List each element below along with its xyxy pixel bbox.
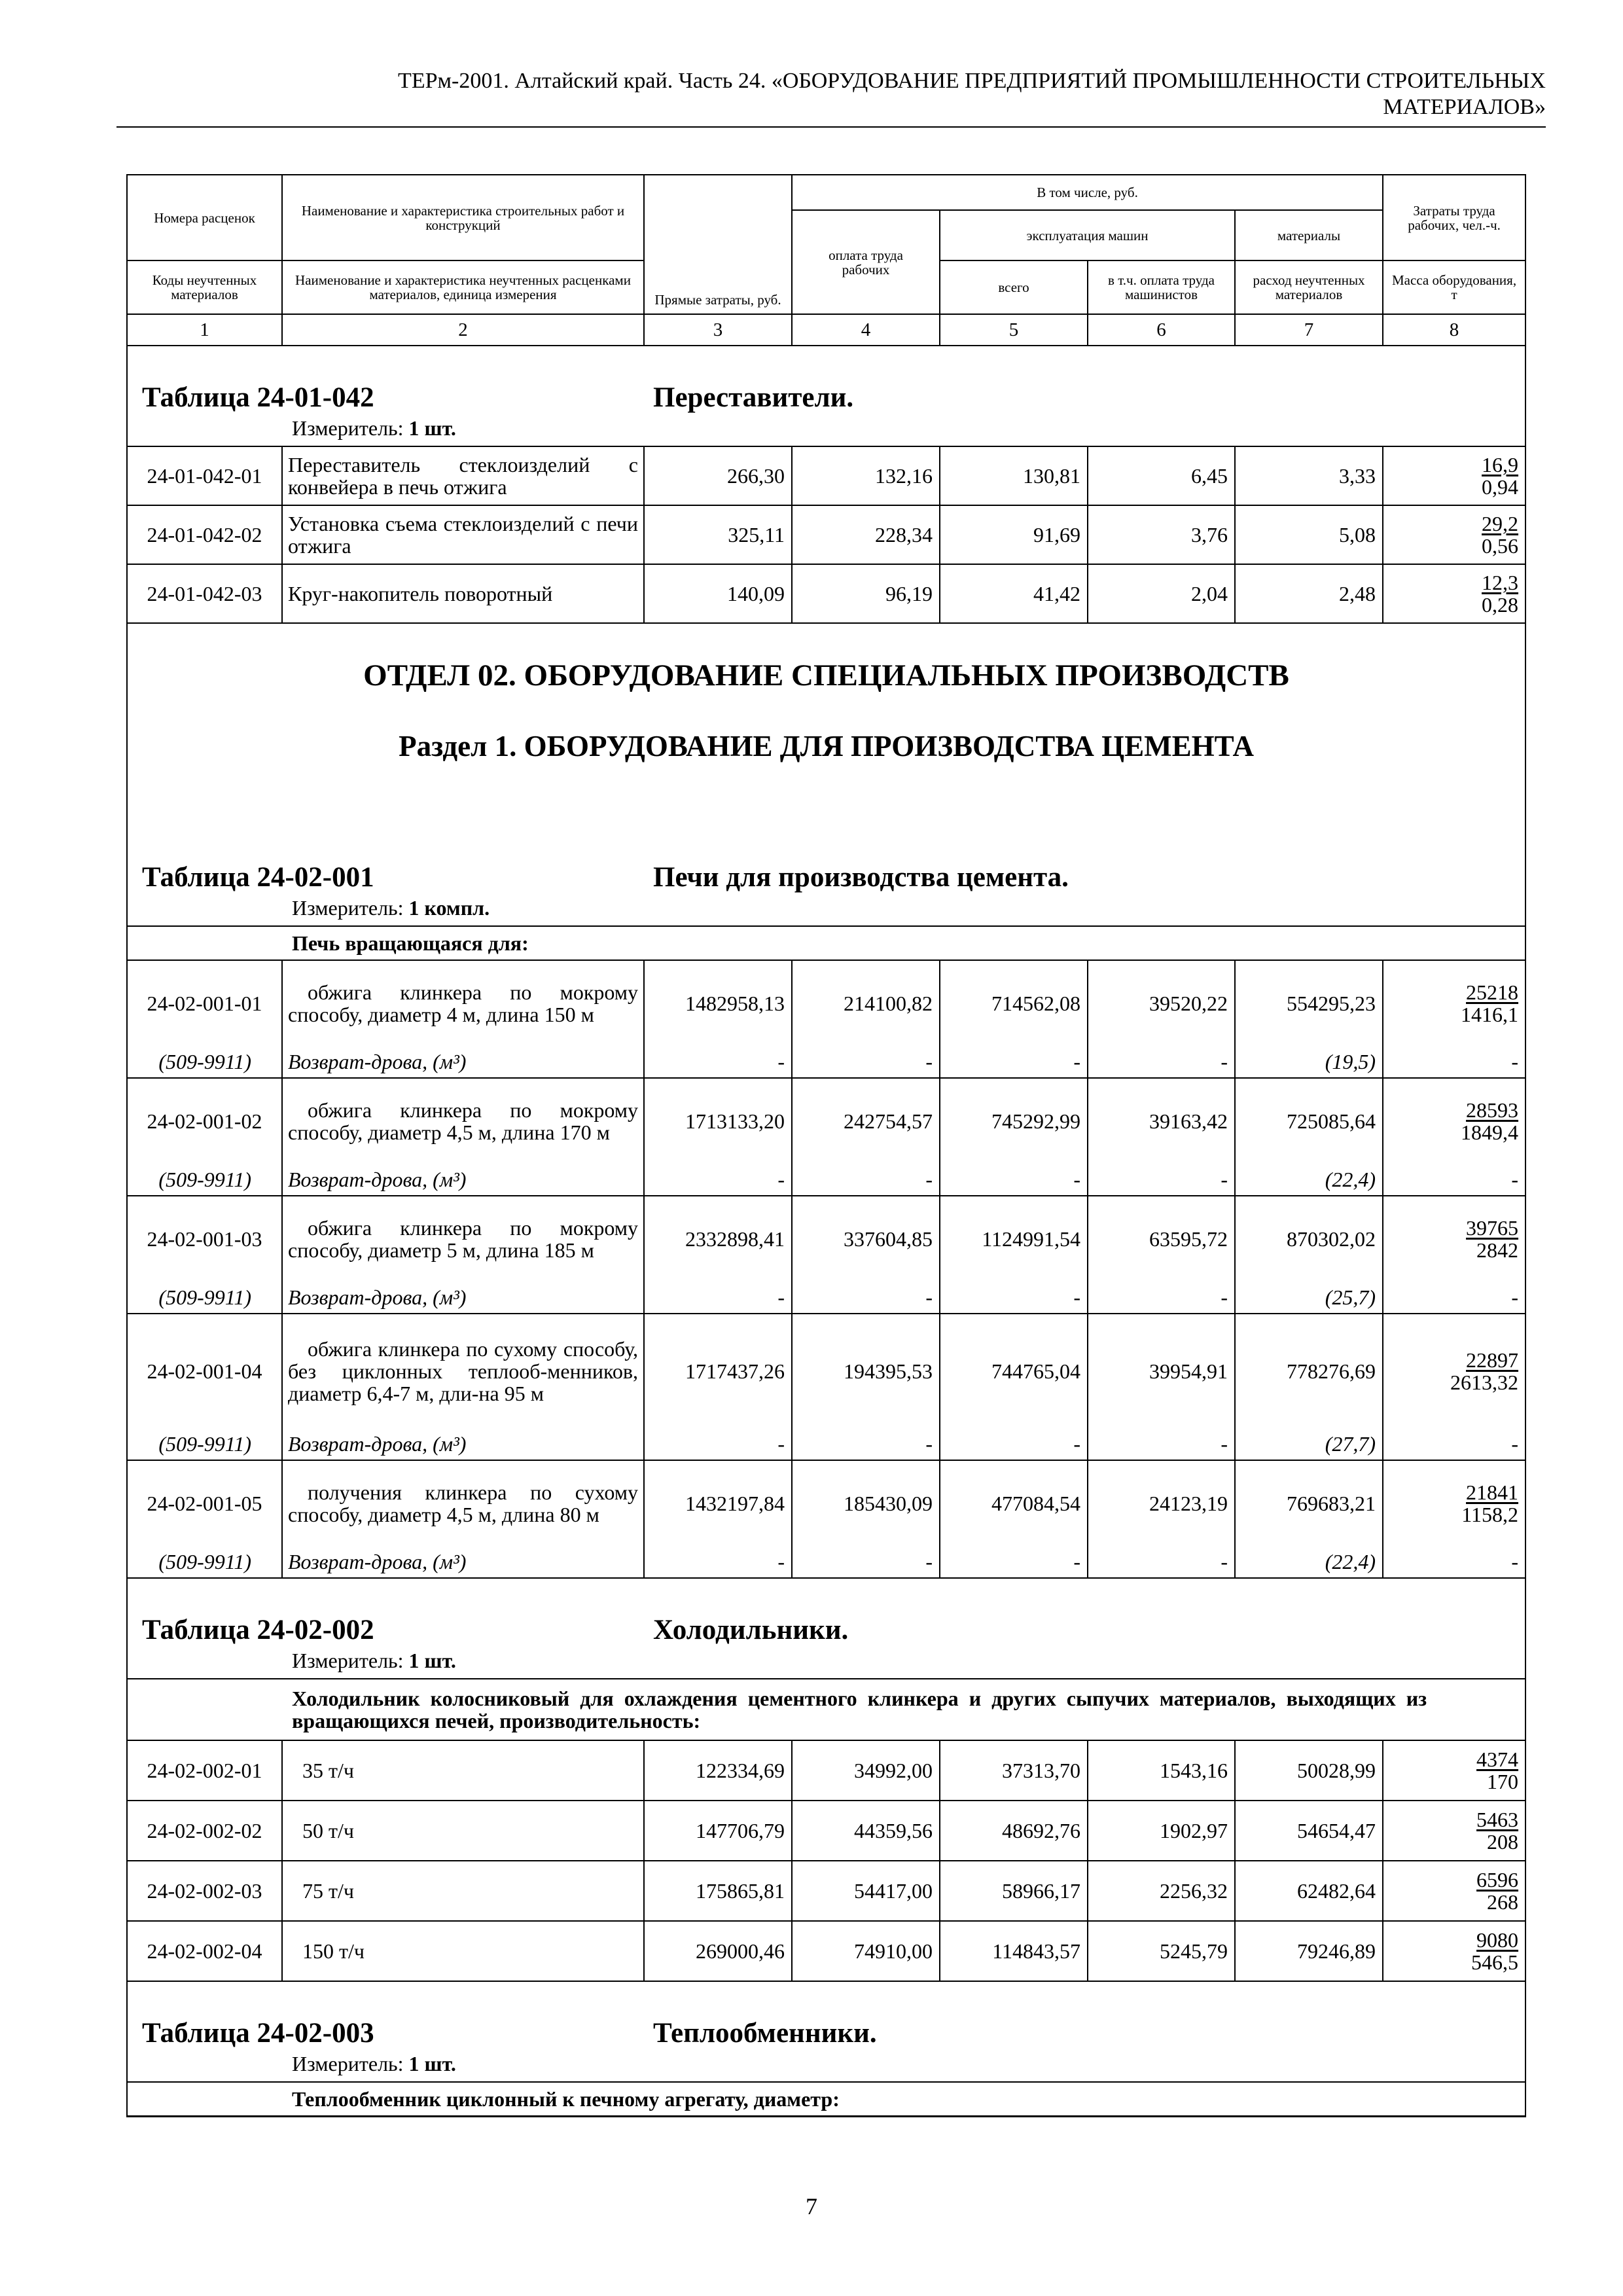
materials-cost: 3,33 [1235,446,1383,505]
fraction [1476,1808,1518,1853]
fraction [1461,981,1518,1026]
machine-cost: 744765,04 [940,1314,1088,1427]
direct-cost: 140,09 [644,564,792,623]
header-line-1: ТЕРм-2001. Алтайский край. Часть 24. «ОБОРУДОВАНИЕ ПРЕДПРИЯТИЙ ПРОМЫШЛЕННОСТИ СТРОИТЕЛЬНЫХ [398,69,1546,93]
col-header-unaccounted-materials: расход неучтенных материалов [1235,260,1383,314]
rate-name: 75 т/ч [282,1861,644,1921]
table-code: Таблица 24-02-002 [142,1615,374,1645]
group-title: Печь вращающаяся для: [127,926,1525,960]
equipment-mass: 2613,32 [1450,1370,1519,1394]
machine-cost: 41,42 [940,564,1088,623]
table-title [128,376,1525,417]
machinist-pay: 24123,19 [1088,1460,1235,1545]
material-code: (509-9911) [127,1045,282,1078]
direct-cost: 269000,46 [644,1921,792,1981]
labor-mass-cell [1383,960,1525,1045]
labor-mass-cell [1383,1078,1525,1163]
fraction [1482,454,1518,498]
rate-code: 24-01-042-02 [127,505,282,564]
material-name: Возврат-дрова, (м³) [282,1427,644,1460]
labor-pay: 185430,09 [792,1460,940,1545]
machinist-pay: 39163,42 [1088,1078,1235,1163]
table-title-row [127,836,1525,926]
dash: - [940,1281,1088,1314]
material-quantity: (19,5) [1235,1045,1383,1078]
unit-value: 1 компл. [408,896,490,920]
fraction [1461,1099,1518,1143]
labor-mass-cell [1383,1921,1525,1981]
col-header-machines: эксплуатация машин [940,210,1235,260]
labor-hours: 4374 [1476,1748,1519,1771]
col-header-incl: В том числе, руб. [792,175,1383,210]
fraction [1482,571,1518,616]
materials-cost: 5,08 [1235,505,1383,564]
unit-value: 1 шт. [408,1649,456,1672]
dash: - [644,1281,792,1314]
direct-cost: 266,30 [644,446,792,505]
labor-pay: 54417,00 [792,1861,940,1921]
return-material-row [127,1427,1525,1460]
direct-cost: 1717437,26 [644,1314,792,1427]
material-quantity: (27,7) [1235,1427,1383,1460]
labor-mass-cell [1383,1801,1525,1861]
labor-hours: 9080 [1476,1928,1519,1952]
fraction [1476,1748,1518,1793]
unit-label: Измеритель: [292,1649,404,1672]
table-name: Теплообменники. [653,2018,877,2049]
equipment-mass: 0,56 [1482,534,1519,558]
material-quantity: (22,4) [1235,1163,1383,1196]
col-header-labor-pay: оплата труда рабочих [792,210,940,314]
dash: - [1383,1545,1525,1578]
group-row [127,1679,1525,1740]
labor-pay: 34992,00 [792,1740,940,1801]
labor-hours: 5463 [1476,1808,1519,1831]
fraction [1482,512,1518,557]
dash: - [1088,1281,1235,1314]
table-name: Печи для производства цемента. [653,862,1069,893]
table-row [127,1740,1525,1801]
col-number: 3 [644,314,792,346]
table-title [128,856,1525,897]
col-number: 5 [940,314,1088,346]
col-number: 1 [127,314,282,346]
rate-name: 35 т/ч [282,1740,644,1801]
materials-cost: 554295,23 [1235,960,1383,1045]
table-row [127,1861,1525,1921]
fraction [1466,1217,1518,1261]
direct-cost: 1432197,84 [644,1460,792,1545]
return-material-row [127,1281,1525,1314]
group-title: Теплообменник циклонный к печному агрегату, диаметр: [127,2082,1525,2117]
rate-code: 24-02-002-01 [127,1740,282,1801]
unit-of-measure [128,897,1525,925]
labor-hours: 28593 [1466,1098,1519,1122]
equipment-mass: 2842 [1476,1238,1519,1262]
dash: - [1383,1281,1525,1314]
machine-cost: 477084,54 [940,1460,1088,1545]
dash: - [940,1163,1088,1196]
table-row [127,1921,1525,1981]
labor-hours: 25218 [1466,980,1519,1004]
section-row [127,727,1525,836]
rate-name: получения клинкера по сухому способу, диаметр 4,5 м, длина 80 м [282,1460,644,1545]
labor-pay: 242754,57 [792,1078,940,1163]
direct-cost: 147706,79 [644,1801,792,1861]
table-header [127,175,1525,346]
unit-of-measure [128,2053,1525,2081]
materials-cost: 54654,47 [1235,1801,1383,1861]
table-row [127,564,1525,623]
rate-code: 24-02-001-01 [127,960,282,1045]
table-name: Холодильники. [653,1615,849,1645]
materials-cost: 79246,89 [1235,1921,1383,1981]
rate-name: Переставитель стеклоизделий с конвейера в печь отжига [282,446,644,505]
rate-code: 24-02-001-04 [127,1314,282,1427]
table-code: Таблица 24-02-001 [142,862,374,893]
equipment-mass: 170 [1487,1770,1519,1793]
labor-mass-cell [1383,1861,1525,1921]
dash: - [792,1163,940,1196]
machinist-pay: 1902,97 [1088,1801,1235,1861]
equipment-mass: 546,5 [1471,1950,1519,1974]
labor-hours: 21841 [1466,1480,1519,1504]
dash: - [940,1045,1088,1078]
direct-cost: 2332898,41 [644,1196,792,1281]
rate-name: обжига клинкера по мокрому способу, диаметр 4,5 м, длина 170 м [282,1078,644,1163]
rate-code: 24-02-001-02 [127,1078,282,1163]
labor-mass-cell [1383,1740,1525,1801]
col-number-row [127,314,1525,346]
dash: - [1383,1045,1525,1078]
table-row [127,1078,1525,1163]
labor-hours: 12,3 [1482,571,1519,594]
rate-code: 24-02-001-05 [127,1460,282,1545]
col-header-machines-total: всего [940,260,1088,314]
machinist-pay: 2256,32 [1088,1861,1235,1921]
rate-name: Круг-накопитель поворотный [282,564,644,623]
dash: - [1088,1545,1235,1578]
equipment-mass: 208 [1487,1830,1519,1854]
labor-pay: 44359,56 [792,1801,940,1861]
return-material-row [127,1045,1525,1078]
unit-label: Измеритель: [292,2052,404,2075]
dash: - [940,1427,1088,1460]
labor-hours: 16,9 [1482,453,1519,476]
labor-hours: 22897 [1466,1348,1519,1372]
col-header-labor-cost: Затраты труда рабочих, чел.-ч. [1383,175,1525,260]
unit-value: 1 шт. [408,2052,456,2075]
table-row [127,1314,1525,1427]
rate-code: 24-02-002-04 [127,1921,282,1981]
table-row [127,1460,1525,1545]
material-quantity: (25,7) [1235,1281,1383,1314]
material-code: (509-9911) [127,1545,282,1578]
labor-hours: 29,2 [1482,512,1519,535]
table-name: Переставители. [653,382,854,413]
materials-cost: 2,48 [1235,564,1383,623]
equipment-mass: 1416,1 [1461,1002,1519,1026]
page-number: 7 [806,2193,817,2219]
col-header-name: Наименование и характеристика строительных работ и конструкций [282,175,644,260]
rate-code: 24-01-042-01 [127,446,282,505]
materials-cost: 62482,64 [1235,1861,1383,1921]
materials-cost: 778276,69 [1235,1314,1383,1427]
dash: - [792,1427,940,1460]
fraction [1476,1869,1518,1913]
dash: - [1383,1427,1525,1460]
table-row [127,1196,1525,1281]
dash: - [644,1545,792,1578]
header-rule [116,126,1546,128]
table-title-row [127,346,1525,446]
machine-cost: 1124991,54 [940,1196,1088,1281]
dash: - [644,1163,792,1196]
equipment-mass: 268 [1487,1890,1519,1914]
table-title-row [127,1578,1525,1679]
equipment-mass: 0,28 [1482,593,1519,617]
direct-cost: 1482958,13 [644,960,792,1045]
dash: - [792,1045,940,1078]
rate-code: 24-02-002-03 [127,1861,282,1921]
table-code: Таблица 24-01-042 [142,382,374,413]
machine-cost: 37313,70 [940,1740,1088,1801]
rate-code: 24-01-042-03 [127,564,282,623]
machinist-pay: 6,45 [1088,446,1235,505]
rate-name: обжига клинкера по мокрому способу, диаметр 5 м, длина 185 м [282,1196,644,1281]
labor-pay: 74910,00 [792,1921,940,1981]
machinist-pay: 3,76 [1088,505,1235,564]
machinist-pay: 39520,22 [1088,960,1235,1045]
materials-cost: 725085,64 [1235,1078,1383,1163]
machine-cost: 114843,57 [940,1921,1088,1981]
group-title: Холодильник колосниковый для охлаждения цементного клинкера и других сыпучих материалов, выходящих из вращающихся печей, производительность: [127,1679,1525,1740]
col-number: 6 [1088,314,1235,346]
equipment-mass: 1158,2 [1461,1502,1519,1526]
material-name: Возврат-дрова, (м³) [282,1545,644,1578]
machine-cost: 58966,17 [940,1861,1088,1921]
machine-cost: 714562,08 [940,960,1088,1045]
price-table [126,174,1526,2117]
table-row [127,960,1525,1045]
table-row [127,1801,1525,1861]
material-code: (509-9911) [127,1281,282,1314]
materials-cost: 870302,02 [1235,1196,1383,1281]
rate-name: Установка съема стеклоизделий с печи отжига [282,505,644,564]
machine-cost: 130,81 [940,446,1088,505]
rate-name: 50 т/ч [282,1801,644,1861]
material-code: (509-9911) [127,1163,282,1196]
fraction [1471,1929,1518,1973]
dash: - [792,1281,940,1314]
direct-cost: 122334,69 [644,1740,792,1801]
col-header-machinist-pay: в т.ч. оплата труда машинистов [1088,260,1235,314]
machinist-pay: 5245,79 [1088,1921,1235,1981]
col-header-mass: Масса оборудования, т [1383,260,1525,314]
col-number: 8 [1383,314,1525,346]
direct-cost: 1713133,20 [644,1078,792,1163]
rate-name: обжига клинкера по мокрому способу, диаметр 4 м, длина 150 м [282,960,644,1045]
material-name: Возврат-дрова, (м³) [282,1163,644,1196]
direct-cost: 325,11 [644,505,792,564]
department-title: ОТДЕЛ 02. ОБОРУДОВАНИЕ СПЕЦИАЛЬНЫХ ПРОИЗВОДСТВ [127,623,1525,727]
labor-mass-cell [1383,505,1525,564]
dash: - [1088,1045,1235,1078]
running-header [118,68,1546,120]
dash: - [1383,1163,1525,1196]
unit-of-measure [128,1649,1525,1678]
header-line-2: МАТЕРИАЛОВ» [1383,95,1546,119]
rate-name: обжига клинкера по сухому способу, без циклонных теплооб-менников, диаметр 6,4-7 м, дли-на 95 м [282,1314,644,1427]
dash: - [644,1427,792,1460]
group-row [127,926,1525,960]
col-number: 2 [282,314,644,346]
table-body [127,346,1525,2117]
labor-pay: 132,16 [792,446,940,505]
labor-pay: 96,19 [792,564,940,623]
labor-mass-cell [1383,1460,1525,1545]
material-name: Возврат-дрова, (м³) [282,1045,644,1078]
material-code: (509-9911) [127,1427,282,1460]
unit-label: Измеритель: [292,896,404,920]
material-quantity: (22,4) [1235,1545,1383,1578]
table-row [127,446,1525,505]
rate-name: 150 т/ч [282,1921,644,1981]
machine-cost: 91,69 [940,505,1088,564]
material-name: Возврат-дрова, (м³) [282,1281,644,1314]
labor-pay: 194395,53 [792,1314,940,1427]
machinist-pay: 1543,16 [1088,1740,1235,1801]
col-header-materials: материалы [1235,210,1383,260]
labor-mass-cell [1383,1314,1525,1427]
col-header-material-codes: Коды неучтенных материалов [127,260,282,314]
dash: - [1088,1163,1235,1196]
materials-cost: 769683,21 [1235,1460,1383,1545]
table-code: Таблица 24-02-003 [142,2018,374,2049]
labor-pay: 228,34 [792,505,940,564]
machinist-pay: 63595,72 [1088,1196,1235,1281]
table-title [128,1609,1525,1649]
dash: - [1088,1427,1235,1460]
fraction [1450,1349,1518,1393]
col-header-material-names: Наименование и характеристика неучтенных расценками материалов, единица измерения [282,260,644,314]
table-title-row [127,1981,1525,2082]
labor-mass-cell [1383,446,1525,505]
col-number: 4 [792,314,940,346]
col-number: 7 [1235,314,1383,346]
rate-code: 24-02-002-02 [127,1801,282,1861]
labor-hours: 39765 [1466,1215,1519,1240]
labor-mass-cell [1383,1196,1525,1281]
unit-of-measure [128,417,1525,446]
department-row [127,623,1525,727]
labor-pay: 337604,85 [792,1196,940,1281]
dash: - [940,1545,1088,1578]
return-material-row [127,1545,1525,1578]
machinist-pay: 2,04 [1088,564,1235,623]
machine-cost: 48692,76 [940,1801,1088,1861]
labor-hours: 6596 [1476,1868,1519,1892]
equipment-mass: 1849,4 [1461,1120,1519,1144]
dash: - [792,1545,940,1578]
materials-cost: 50028,99 [1235,1740,1383,1801]
labor-pay: 214100,82 [792,960,940,1045]
return-material-row [127,1163,1525,1196]
machinist-pay: 39954,91 [1088,1314,1235,1427]
fraction [1461,1481,1518,1526]
col-header-direct: Прямые затраты, руб. [644,175,792,314]
rate-code: 24-02-001-03 [127,1196,282,1281]
table-title [128,2012,1525,2053]
dash: - [644,1045,792,1078]
direct-cost: 175865,81 [644,1861,792,1921]
labor-mass-cell [1383,564,1525,623]
group-row [127,2082,1525,2117]
unit-value: 1 шт. [408,416,456,440]
table-row [127,505,1525,564]
equipment-mass: 0,94 [1482,475,1519,499]
machine-cost: 745292,99 [940,1078,1088,1163]
unit-label: Измеритель: [292,416,404,440]
section-title: Раздел 1. ОБОРУДОВАНИЕ ДЛЯ ПРОИЗВОДСТВА ЦЕМЕНТА [127,727,1525,836]
col-header-codes: Номера расценок [127,175,282,260]
